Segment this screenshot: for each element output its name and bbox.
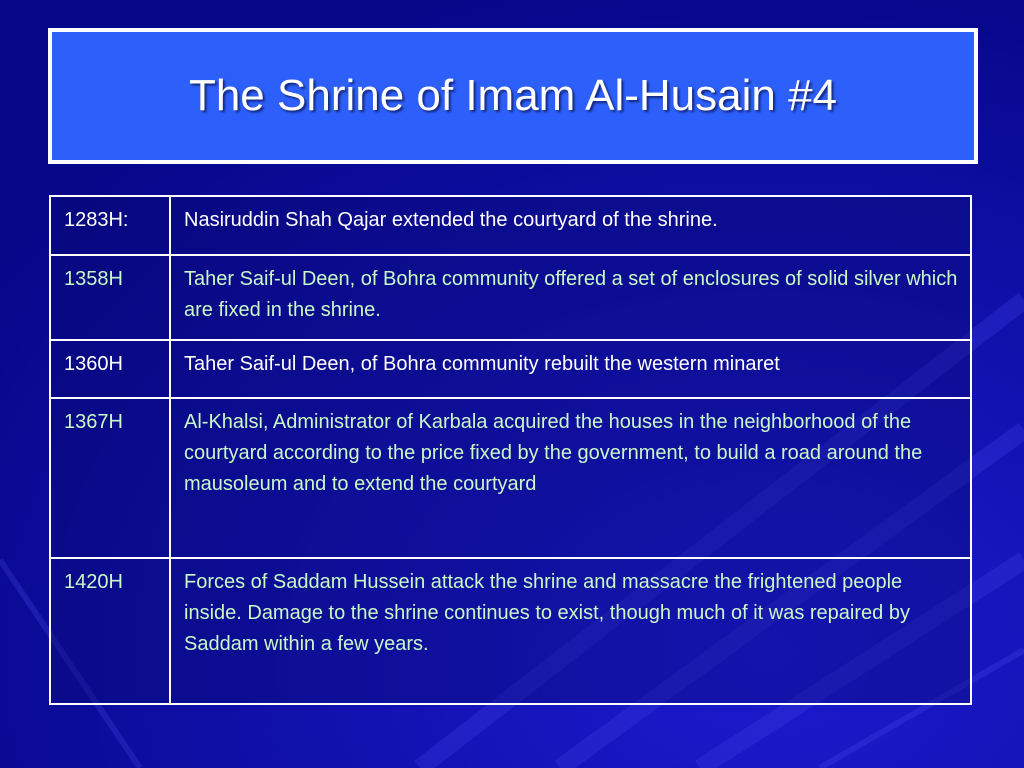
event-cell xyxy=(170,196,971,255)
event-cell xyxy=(170,340,971,398)
year-cell xyxy=(50,340,170,398)
event-text: Nasiruddin Shah Qajar extended the courtyard of the shrine. xyxy=(184,209,718,231)
table-row xyxy=(50,398,971,558)
year-cell xyxy=(50,255,170,340)
year-text: 1283H: xyxy=(64,209,129,231)
table-row xyxy=(50,558,971,704)
event-text: Taher Saif-ul Deen, of Bohra community rebuilt the western minaret xyxy=(184,353,780,375)
table-row xyxy=(50,196,971,255)
year-text: 1360H xyxy=(64,353,123,375)
event-cell xyxy=(170,255,971,340)
slide-title: The Shrine of Imam Al-Husain #4 xyxy=(188,71,838,120)
table-row xyxy=(50,255,971,340)
event-text: Forces of Saddam Hussein attack the shrine and massacre the frightened people inside. Damage to the shrine continues to exist, though much of it was repaired by Saddam within a few years. xyxy=(184,571,910,655)
year-cell xyxy=(50,558,170,704)
year-text: 1420H xyxy=(64,571,123,593)
year-text: 1367H xyxy=(64,411,123,433)
timeline-table xyxy=(49,195,972,705)
event-cell xyxy=(170,558,971,704)
year-text: 1358H xyxy=(64,268,123,290)
event-text: Taher Saif-ul Deen, of Bohra community offered a set of enclosures of solid silver which are fixed in the shrine. xyxy=(184,268,958,321)
year-cell xyxy=(50,398,170,558)
title-box xyxy=(48,28,978,164)
event-text: Al-Khalsi, Administrator of Karbala acquired the houses in the neighborhood of the courtyard according to the price fixed by the government, to build a road around the mausoleum and to extend the courtyard xyxy=(184,411,923,495)
event-cell xyxy=(170,398,971,558)
year-cell xyxy=(50,196,170,255)
table-row xyxy=(50,340,971,398)
